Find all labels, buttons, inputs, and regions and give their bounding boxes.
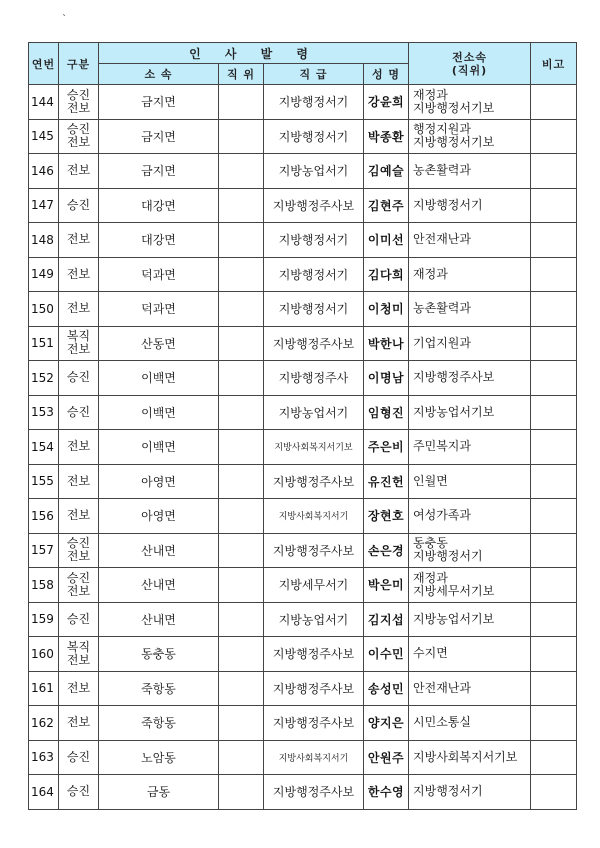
row-prev-dept-text: 재정과 bbox=[413, 87, 448, 102]
row-name: 주은비 bbox=[364, 430, 409, 465]
row-dept: 금지면 bbox=[99, 119, 219, 154]
row-prev-dept-text: 시민소통실 bbox=[413, 715, 471, 730]
row-kind bbox=[59, 637, 99, 672]
row-position bbox=[219, 326, 264, 361]
row-position bbox=[219, 395, 264, 430]
table-row bbox=[29, 499, 577, 534]
row-kind bbox=[59, 775, 99, 810]
row-kind bbox=[59, 85, 99, 120]
row-kind bbox=[59, 706, 99, 741]
row-prev-dept bbox=[409, 637, 531, 672]
row-name: 이미선 bbox=[364, 223, 409, 258]
row-prev-dept-text: 안전재난과 bbox=[413, 232, 471, 247]
row-name: 이명남 bbox=[364, 361, 409, 396]
row-kind bbox=[59, 533, 99, 568]
col-header-prev-line1: 전소속 bbox=[452, 50, 487, 64]
row-grade: 지방행정서기 bbox=[264, 223, 364, 258]
row-kind-text: 승진 bbox=[66, 570, 91, 585]
row-remark bbox=[531, 119, 577, 154]
row-grade: 지방행정주사 bbox=[264, 361, 364, 396]
row-remark bbox=[531, 223, 577, 258]
row-prev-dept-text: 수지면 bbox=[413, 646, 448, 661]
row-prev-dept bbox=[409, 464, 531, 499]
col-header-remark: 비고 bbox=[531, 43, 577, 85]
row-prev-dept-text: 지방사회복지서기보 bbox=[413, 749, 518, 764]
row-position bbox=[219, 361, 264, 396]
row-dept: 아영면 bbox=[99, 499, 219, 534]
row-grade: 지방행정주사보 bbox=[264, 188, 364, 223]
row-prev-dept bbox=[409, 292, 531, 327]
row-position bbox=[219, 257, 264, 292]
row-dept: 이백면 bbox=[99, 361, 219, 396]
row-grade: 지방행정서기 bbox=[264, 85, 364, 120]
row-number: 148 bbox=[29, 223, 59, 258]
row-number: 160 bbox=[29, 637, 59, 672]
row-prev-dept bbox=[409, 706, 531, 741]
row-dept: 죽항동 bbox=[99, 671, 219, 706]
row-dept: 산내면 bbox=[99, 533, 219, 568]
row-number: 164 bbox=[29, 775, 59, 810]
row-dept: 산내면 bbox=[99, 568, 219, 603]
row-kind-text: 전보 bbox=[66, 549, 91, 564]
row-prev-dept bbox=[409, 223, 531, 258]
row-prev-dept-text: 여성가족과 bbox=[413, 508, 471, 523]
table-row bbox=[29, 602, 577, 637]
row-kind bbox=[59, 395, 99, 430]
col-header-grade: 직 급 bbox=[264, 64, 364, 85]
row-prev-dept bbox=[409, 533, 531, 568]
row-name: 양지은 bbox=[364, 706, 409, 741]
row-number: 145 bbox=[29, 119, 59, 154]
row-prev-dept-text: 지방행정서기 bbox=[413, 197, 483, 212]
row-position bbox=[219, 119, 264, 154]
row-name: 송성민 bbox=[364, 671, 409, 706]
table-row bbox=[29, 533, 577, 568]
row-remark bbox=[531, 361, 577, 396]
row-number: 162 bbox=[29, 706, 59, 741]
row-name: 김현주 bbox=[364, 188, 409, 223]
row-grade: 지방행정서기 bbox=[264, 119, 364, 154]
row-kind bbox=[59, 361, 99, 396]
row-dept: 이백면 bbox=[99, 430, 219, 465]
row-position bbox=[219, 188, 264, 223]
row-position bbox=[219, 154, 264, 189]
row-grade: 지방농업서기 bbox=[264, 602, 364, 637]
row-name: 안원주 bbox=[364, 740, 409, 775]
row-prev-dept-text: 행정지원과 bbox=[413, 122, 471, 137]
row-kind bbox=[59, 568, 99, 603]
row-name: 손은경 bbox=[364, 533, 409, 568]
col-header-position: 직 위 bbox=[219, 64, 264, 85]
table-row bbox=[29, 568, 577, 603]
row-prev-dept bbox=[409, 85, 531, 120]
row-number: 156 bbox=[29, 499, 59, 534]
row-prev-dept-text: 지방농업서기보 bbox=[413, 611, 495, 626]
row-prev-dept-text: 지방행정서기보 bbox=[413, 100, 495, 115]
row-remark bbox=[531, 326, 577, 361]
table-row bbox=[29, 637, 577, 672]
table-header bbox=[29, 43, 577, 85]
row-position bbox=[219, 430, 264, 465]
row-prev-dept bbox=[409, 499, 531, 534]
row-grade: 지방사회복지서기 bbox=[264, 499, 364, 534]
table-row bbox=[29, 740, 577, 775]
row-grade: 지방행정주사보 bbox=[264, 637, 364, 672]
row-prev-dept bbox=[409, 257, 531, 292]
row-kind-text: 승진 bbox=[66, 87, 91, 102]
row-prev-dept-text: 지방세무서기보 bbox=[413, 583, 495, 598]
row-grade: 지방행정주사보 bbox=[264, 533, 364, 568]
row-kind-text: 전보 bbox=[66, 583, 91, 598]
table-row bbox=[29, 671, 577, 706]
row-dept: 산내면 bbox=[99, 602, 219, 637]
table-row bbox=[29, 775, 577, 810]
row-kind-text: 전보 bbox=[66, 439, 91, 454]
row-position bbox=[219, 292, 264, 327]
table-row bbox=[29, 257, 577, 292]
row-remark bbox=[531, 740, 577, 775]
row-kind bbox=[59, 257, 99, 292]
row-position bbox=[219, 740, 264, 775]
row-prev-dept bbox=[409, 430, 531, 465]
row-number: 146 bbox=[29, 154, 59, 189]
row-kind-text: 승진 bbox=[66, 122, 91, 137]
row-kind-text: 전보 bbox=[66, 508, 91, 523]
row-prev-dept-text: 지방행정서기 bbox=[413, 784, 483, 799]
row-dept: 금동 bbox=[99, 775, 219, 810]
row-remark bbox=[531, 257, 577, 292]
row-number: 150 bbox=[29, 292, 59, 327]
row-grade: 지방농업서기 bbox=[264, 154, 364, 189]
table-row bbox=[29, 154, 577, 189]
row-prev-dept bbox=[409, 188, 531, 223]
row-kind-text: 전보 bbox=[66, 100, 91, 115]
row-position bbox=[219, 499, 264, 534]
row-kind-text: 전보 bbox=[66, 163, 91, 178]
row-grade: 지방사회복지서기 bbox=[264, 740, 364, 775]
row-kind-text: 승진 bbox=[66, 536, 91, 551]
table-row bbox=[29, 223, 577, 258]
row-kind bbox=[59, 326, 99, 361]
row-prev-dept-text: 기업지원과 bbox=[413, 335, 471, 350]
row-kind-text: 전보 bbox=[66, 135, 91, 150]
row-prev-dept bbox=[409, 671, 531, 706]
row-kind-text: 전보 bbox=[66, 266, 91, 281]
col-header-name: 성 명 bbox=[364, 64, 409, 85]
row-kind-text: 전보 bbox=[66, 680, 91, 695]
row-number: 147 bbox=[29, 188, 59, 223]
row-prev-dept bbox=[409, 568, 531, 603]
row-number: 158 bbox=[29, 568, 59, 603]
row-kind-text: 전보 bbox=[66, 232, 91, 247]
row-kind bbox=[59, 602, 99, 637]
row-position bbox=[219, 85, 264, 120]
row-kind bbox=[59, 223, 99, 258]
row-position bbox=[219, 775, 264, 810]
col-header-dept: 소 속 bbox=[99, 64, 219, 85]
row-grade: 지방세무서기 bbox=[264, 568, 364, 603]
row-name: 이청미 bbox=[364, 292, 409, 327]
row-remark bbox=[531, 188, 577, 223]
row-name: 박은미 bbox=[364, 568, 409, 603]
row-kind-text: 전보 bbox=[66, 652, 91, 667]
row-position bbox=[219, 671, 264, 706]
row-number: 151 bbox=[29, 326, 59, 361]
row-dept: 동충동 bbox=[99, 637, 219, 672]
row-grade: 지방행정주사보 bbox=[264, 464, 364, 499]
scan-mark: ` bbox=[62, 14, 67, 25]
row-dept: 금지면 bbox=[99, 154, 219, 189]
row-prev-dept bbox=[409, 602, 531, 637]
row-number: 154 bbox=[29, 430, 59, 465]
row-remark bbox=[531, 430, 577, 465]
row-prev-dept-text: 동충동 bbox=[413, 536, 448, 551]
row-name: 장현호 bbox=[364, 499, 409, 534]
row-prev-dept bbox=[409, 395, 531, 430]
col-header-group: 인 사 발 령 bbox=[99, 43, 409, 64]
row-dept: 노암동 bbox=[99, 740, 219, 775]
row-prev-dept-text: 인월면 bbox=[413, 473, 448, 488]
row-remark bbox=[531, 154, 577, 189]
row-grade: 지방농업서기 bbox=[264, 395, 364, 430]
table-row bbox=[29, 188, 577, 223]
row-name: 김지섭 bbox=[364, 602, 409, 637]
row-dept: 이백면 bbox=[99, 395, 219, 430]
row-name: 강윤희 bbox=[364, 85, 409, 120]
row-name: 박한나 bbox=[364, 326, 409, 361]
row-remark bbox=[531, 499, 577, 534]
row-prev-dept-text: 지방행정주사보 bbox=[413, 370, 495, 385]
row-kind-text: 전보 bbox=[66, 473, 91, 488]
row-remark bbox=[531, 533, 577, 568]
row-kind-text: 승진 bbox=[66, 749, 91, 764]
row-kind-text: 복직 bbox=[66, 329, 91, 344]
row-kind-text: 승진 bbox=[66, 197, 91, 212]
row-position bbox=[219, 568, 264, 603]
row-grade: 지방행정서기 bbox=[264, 257, 364, 292]
row-position bbox=[219, 602, 264, 637]
row-kind bbox=[59, 188, 99, 223]
row-kind-text: 전보 bbox=[66, 301, 91, 316]
row-prev-dept-text: 지방농업서기보 bbox=[413, 404, 495, 419]
table-row bbox=[29, 361, 577, 396]
row-position bbox=[219, 223, 264, 258]
row-number: 159 bbox=[29, 602, 59, 637]
row-name: 김예슬 bbox=[364, 154, 409, 189]
row-prev-dept bbox=[409, 361, 531, 396]
row-kind-text: 전보 bbox=[66, 715, 91, 730]
row-prev-dept-text: 재정과 bbox=[413, 266, 448, 281]
row-number: 152 bbox=[29, 361, 59, 396]
row-prev-dept-text: 농촌활력과 bbox=[413, 301, 471, 316]
col-header-no: 연번 bbox=[29, 43, 59, 85]
row-dept: 덕과면 bbox=[99, 257, 219, 292]
row-position bbox=[219, 637, 264, 672]
row-prev-dept-text: 농촌활력과 bbox=[413, 163, 471, 178]
table-row bbox=[29, 464, 577, 499]
row-number: 155 bbox=[29, 464, 59, 499]
row-grade: 지방행정서기 bbox=[264, 292, 364, 327]
table-row bbox=[29, 326, 577, 361]
row-prev-dept bbox=[409, 154, 531, 189]
row-name: 이수민 bbox=[364, 637, 409, 672]
row-prev-dept bbox=[409, 119, 531, 154]
table-row bbox=[29, 85, 577, 120]
row-prev-dept-text: 지방행정서기보 bbox=[413, 135, 495, 150]
row-kind-text: 승진 bbox=[66, 611, 91, 626]
row-kind-text: 전보 bbox=[66, 342, 91, 357]
row-remark bbox=[531, 775, 577, 810]
row-remark bbox=[531, 395, 577, 430]
row-position bbox=[219, 464, 264, 499]
col-header-prev-line2: (직위) bbox=[451, 63, 488, 77]
row-kind bbox=[59, 119, 99, 154]
row-prev-dept-text: 주민복지과 bbox=[413, 439, 471, 454]
personnel-table bbox=[28, 42, 577, 810]
row-dept: 대강면 bbox=[99, 188, 219, 223]
row-name: 박종환 bbox=[364, 119, 409, 154]
row-prev-dept bbox=[409, 740, 531, 775]
row-kind bbox=[59, 740, 99, 775]
row-grade: 지방행정주사보 bbox=[264, 775, 364, 810]
row-remark bbox=[531, 706, 577, 741]
row-number: 161 bbox=[29, 671, 59, 706]
row-kind bbox=[59, 430, 99, 465]
row-remark bbox=[531, 602, 577, 637]
row-number: 149 bbox=[29, 257, 59, 292]
row-kind-text: 승진 bbox=[66, 370, 91, 385]
row-prev-dept-text: 안전재난과 bbox=[413, 680, 471, 695]
table-row bbox=[29, 119, 577, 154]
row-kind-text: 복직 bbox=[66, 639, 91, 654]
row-prev-dept bbox=[409, 326, 531, 361]
table-row bbox=[29, 292, 577, 327]
row-prev-dept-text: 지방행정서기 bbox=[413, 549, 483, 564]
row-grade: 지방행정주사보 bbox=[264, 671, 364, 706]
row-remark bbox=[531, 637, 577, 672]
row-kind bbox=[59, 154, 99, 189]
row-remark bbox=[531, 85, 577, 120]
row-remark bbox=[531, 464, 577, 499]
row-grade: 지방행정주사보 bbox=[264, 326, 364, 361]
row-name: 임형진 bbox=[364, 395, 409, 430]
row-kind-text: 승진 bbox=[66, 404, 91, 419]
col-header-prev bbox=[409, 43, 531, 85]
row-name: 유진헌 bbox=[364, 464, 409, 499]
row-remark bbox=[531, 671, 577, 706]
row-name: 김다희 bbox=[364, 257, 409, 292]
row-dept: 죽항동 bbox=[99, 706, 219, 741]
row-dept: 산동면 bbox=[99, 326, 219, 361]
table-row bbox=[29, 706, 577, 741]
row-kind bbox=[59, 499, 99, 534]
row-position bbox=[219, 533, 264, 568]
row-dept: 아영면 bbox=[99, 464, 219, 499]
row-position bbox=[219, 706, 264, 741]
row-dept: 덕과면 bbox=[99, 292, 219, 327]
row-prev-dept bbox=[409, 775, 531, 810]
row-number: 144 bbox=[29, 85, 59, 120]
row-number: 163 bbox=[29, 740, 59, 775]
row-number: 153 bbox=[29, 395, 59, 430]
row-dept: 대강면 bbox=[99, 223, 219, 258]
row-kind bbox=[59, 464, 99, 499]
table-row bbox=[29, 395, 577, 430]
col-header-kind: 구분 bbox=[59, 43, 99, 85]
row-kind bbox=[59, 671, 99, 706]
row-grade: 지방행정주사보 bbox=[264, 706, 364, 741]
row-grade: 지방사회복지서기보 bbox=[264, 430, 364, 465]
row-number: 157 bbox=[29, 533, 59, 568]
table-row bbox=[29, 430, 577, 465]
row-remark bbox=[531, 568, 577, 603]
table-body bbox=[29, 85, 577, 810]
row-prev-dept-text: 재정과 bbox=[413, 570, 448, 585]
row-remark bbox=[531, 292, 577, 327]
row-kind-text: 승진 bbox=[66, 784, 91, 799]
row-name: 한수영 bbox=[364, 775, 409, 810]
row-dept: 금지면 bbox=[99, 85, 219, 120]
row-kind bbox=[59, 292, 99, 327]
